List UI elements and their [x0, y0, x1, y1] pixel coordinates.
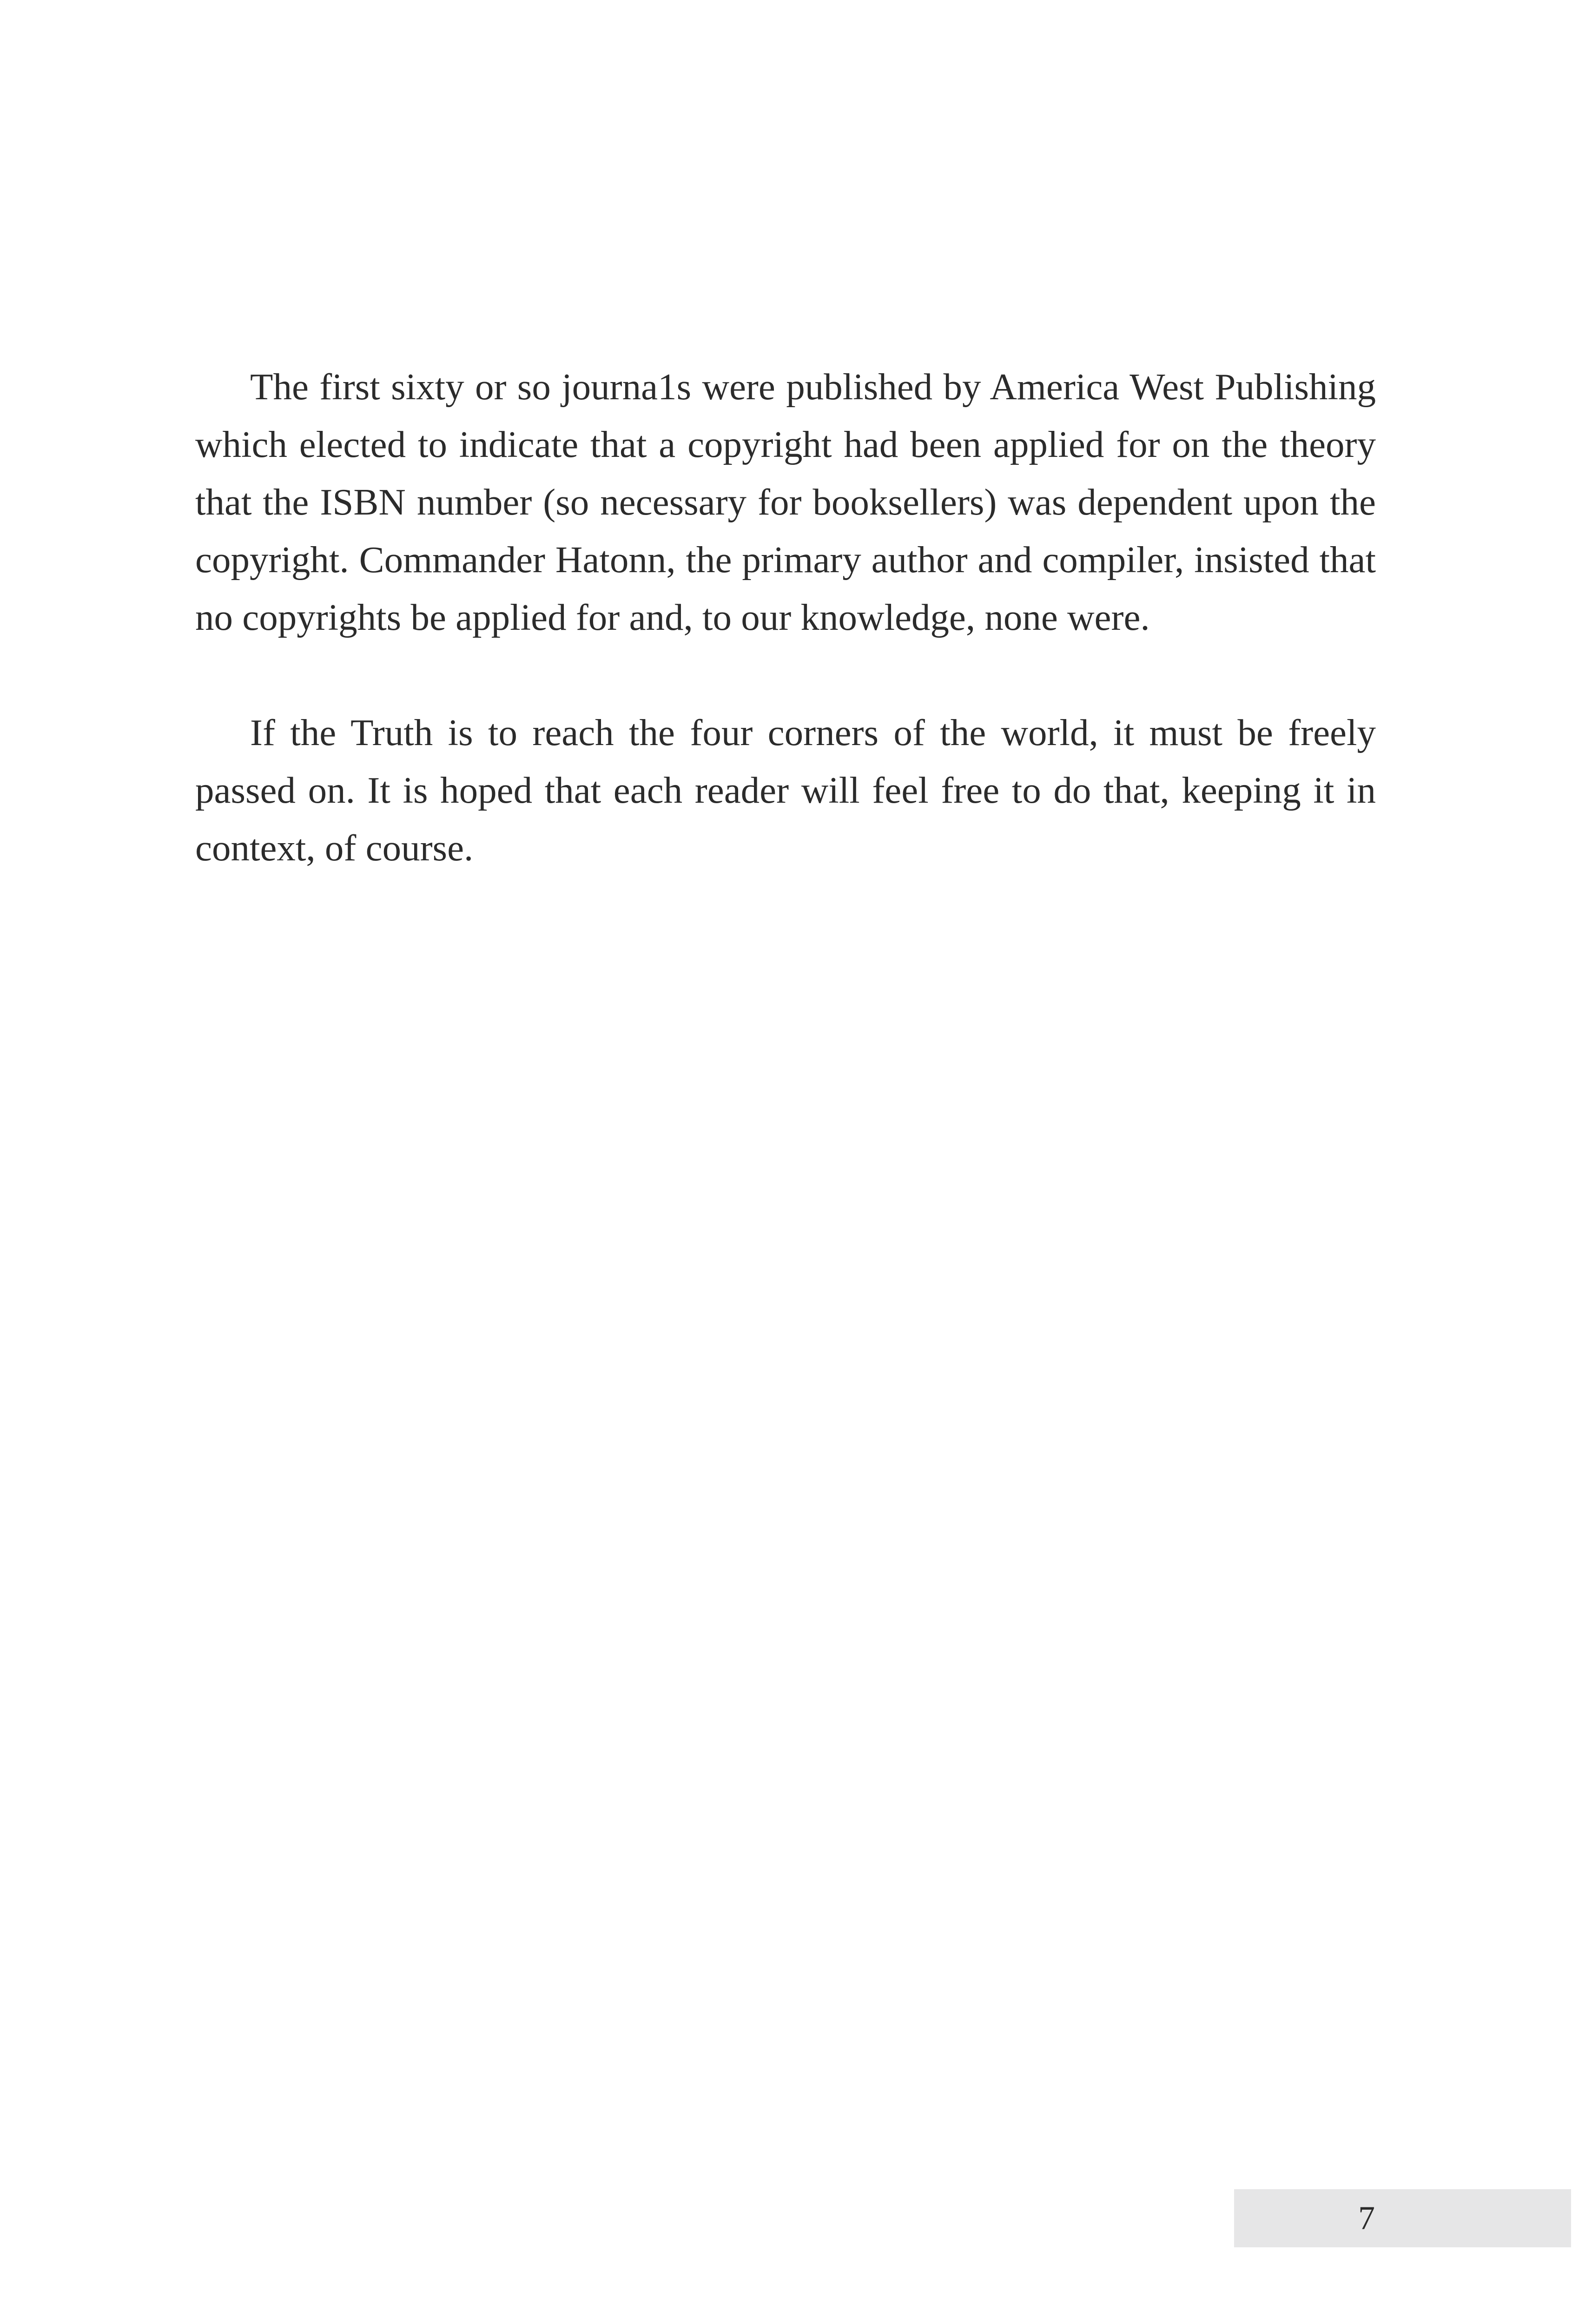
page-number: 7: [1358, 2199, 1375, 2237]
page-number-band: [1234, 2189, 1571, 2247]
body-text: [195, 358, 1376, 877]
paragraph-sharing-note: If the Truth is to reach the four corners of the world, it must be freely passed on. It is hoped that each reader will feel free to do that, keeping it in context, of course.: [195, 712, 1376, 869]
paragraph-copyright-note: The first sixty or so journa1s were published by America West Publishing which elected to indicate that a copyright had been applied for on the theory that the ISBN number (so necessary for booksellers) was dependent upon the copyright. Commander Hatonn, the primary author and compiler, insisted that no copyrights be applied for and, to our knowledge, none were.: [195, 366, 1376, 638]
